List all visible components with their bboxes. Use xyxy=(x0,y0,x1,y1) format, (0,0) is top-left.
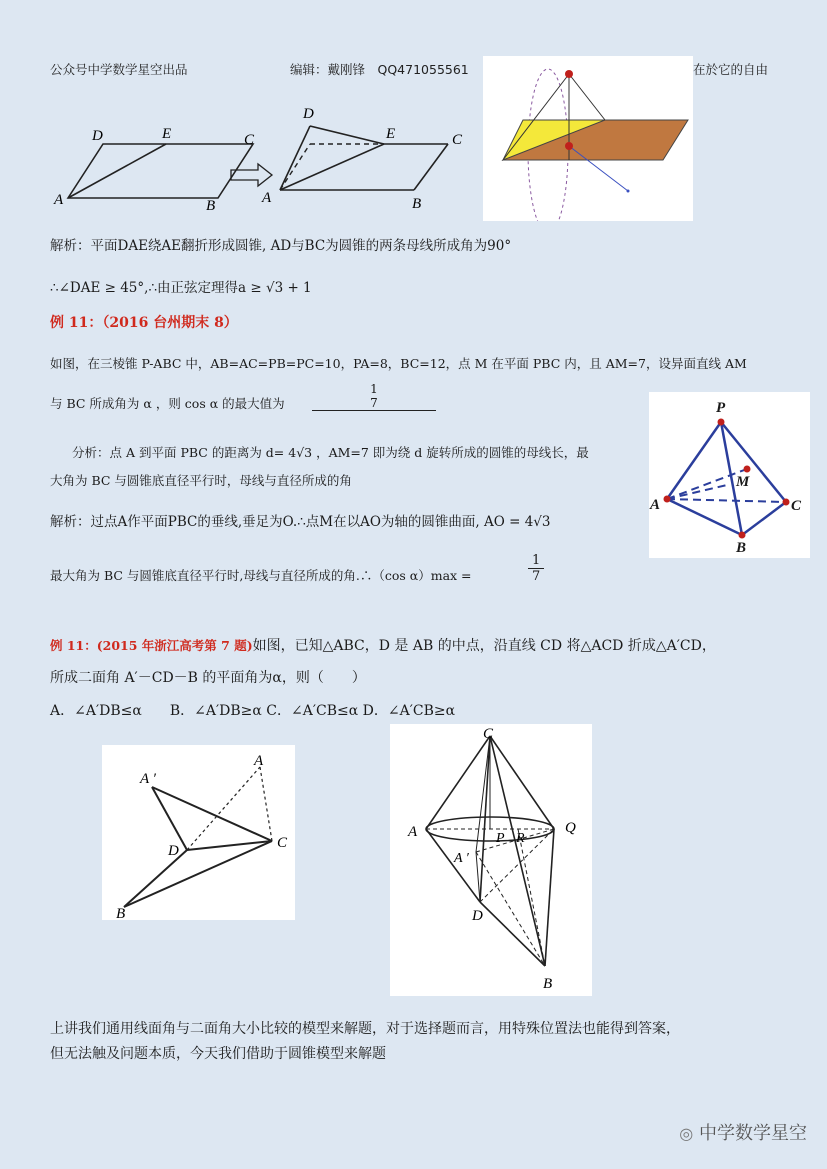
double-cone-figure xyxy=(390,724,592,996)
watermark xyxy=(679,1119,807,1145)
watermark-text: 中学数学星空 xyxy=(699,1123,807,1144)
tetra-label-b: B xyxy=(736,540,747,556)
fig1b-label-a: A xyxy=(262,190,272,206)
tetrahedron-pabc-figure xyxy=(649,392,810,558)
right-fig-label-a-prime: A ′ xyxy=(454,851,469,866)
tetra-label-c: C xyxy=(791,498,802,514)
folded-triangle-figure xyxy=(102,745,295,920)
example11a-analysis-a2: 大角为 BC 与圆锥底直径平行时，母线与直径所成的角 xyxy=(50,473,352,488)
fig1b-label-c: C xyxy=(452,132,463,148)
right-fig-label-a: A xyxy=(408,824,418,840)
fold-parallelogram-figure xyxy=(48,98,483,218)
header-middle: 编辑：戴刚锋 QQ471055561 xyxy=(290,62,469,77)
answer-numerator: 1 xyxy=(370,382,378,396)
conclusion-line1: 上讲我们通用线面角与二面角大小比较的模型来解题，对于选择题而言，用特殊位置法也能得到答案， xyxy=(50,1021,680,1037)
example11a-analysis-a1: 分析：点 A 到平面 PBC 的距离为 d= 4√3 ，AM=7 即为绕 d 旋转所成的圆锥的母线长，最 xyxy=(72,445,589,460)
final-numerator: 1 xyxy=(528,553,544,569)
example11b-problem-line2: 所成二面角 A′－CD－B 的平面角为α，则（ ） xyxy=(50,670,366,686)
fig1-label-c: C xyxy=(244,132,255,148)
example11a-problem-line1: 如图，在三棱锥 P-ABC 中，AB=AC=PB=PC=10，PA=8，BC=12，点 M 在平面 PBC 内，且 AM=7，设异面直线 AM xyxy=(50,356,747,371)
example11a-problem-line2: 与 BC 所成角为 α ，则 cos α 的最大值为 xyxy=(50,396,285,411)
example11b-options: A．∠A′DB≤α B．∠A′DB≥α C．∠A′CB≤α D．∠A′CB≥α xyxy=(50,703,456,719)
example11a-final-fraction xyxy=(528,553,544,584)
right-fig-label-r: R xyxy=(516,831,525,846)
right-fig-label-p: P xyxy=(496,831,505,846)
left-fig-label-d: D xyxy=(168,843,179,859)
answer-denominator: 7 xyxy=(370,396,378,410)
fig1b-label-b: B xyxy=(412,196,422,212)
fig1-label-b: B xyxy=(206,198,216,214)
example11b-title: 例 11：(2015 年浙江高考第 7 题) xyxy=(50,638,253,653)
left-fig-label-a: A xyxy=(254,753,264,769)
tetra-label-m: M xyxy=(736,474,750,490)
fig1-label-e: E xyxy=(162,126,172,142)
conclusion-line2: 但无法触及问题本质，今天我们借助于圆锥模型来解题 xyxy=(50,1046,386,1062)
left-fig-label-c: C xyxy=(277,835,288,851)
cone-fold-color-figure xyxy=(483,56,693,221)
example11a-title: 例 11：（2016 台州期末 8） xyxy=(50,315,238,331)
left-fig-label-a-prime: A ′ xyxy=(140,771,156,787)
example11b-line1 xyxy=(50,638,716,655)
fig1b-label-e: E xyxy=(386,126,396,142)
fig1-label-a: A xyxy=(54,192,64,208)
fig1-label-d: D xyxy=(92,128,103,144)
example11b-problem-line1: 如图，已知△ABC，D 是 AB 的中点，沿直线 CD 将△ACD 折成△A′CD， xyxy=(252,638,716,654)
left-fig-label-b: B xyxy=(116,906,126,920)
final-denominator: 7 xyxy=(532,569,541,584)
tetra-label-p: P xyxy=(716,400,726,416)
header-left: 公众号中学数学星空出品 xyxy=(50,62,188,77)
right-fig-label-d: D xyxy=(472,908,483,924)
wechat-icon: ◎ xyxy=(679,1124,694,1143)
right-fig-label-c: C xyxy=(483,726,494,742)
fig1b-label-d: D xyxy=(303,106,314,122)
tetra-label-a: A xyxy=(650,497,661,513)
right-fig-label-q: Q xyxy=(565,820,576,836)
example11a-analysis-b: 解析：过点A作平面PBC的垂线,垂足为O.∴点M在以AO为轴的圆锥曲面, AO = 4√3 xyxy=(50,514,551,530)
example11a-analysis-c: 最大角为 BC 与圆锥底直径平行时,母线与直径所成的角.∴（cos α）max = xyxy=(50,568,472,583)
header-right: 在於它的自由 xyxy=(693,62,769,77)
analysis1-line2: ∴∠DAE ≥ 45°,∴由正弦定理得a ≥ √3 + 1 xyxy=(50,280,312,296)
right-fig-label-b: B xyxy=(543,976,553,992)
analysis1-line1: 解析：平面DAE绕AE翻折形成圆锥, AD与BC为圆锥的两条母线所成角为90° xyxy=(50,238,512,254)
example11a-answer-blank xyxy=(312,382,436,410)
